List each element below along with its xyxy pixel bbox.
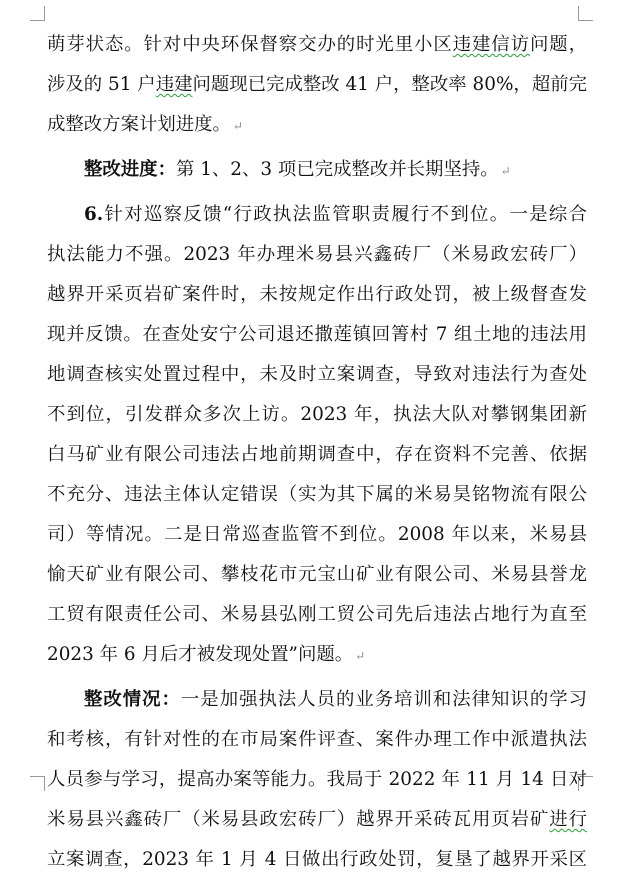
text-run: 一是加强执法人员的业务培训和法律知识的学习 <box>180 689 587 710</box>
text-run: 针对巡察反馈“行政执法监管职责履行不到位。一是综合 <box>103 204 587 225</box>
margin-corner-bottom-left <box>30 776 45 791</box>
text-run: 问题现已完成整改 41 户，整改率 80%，超前完 <box>192 74 587 95</box>
text-run: 涉及的 51 户 <box>47 74 156 95</box>
paragraph-mark-icon: ↵ <box>232 119 243 133</box>
margin-corner-top-right <box>578 6 593 21</box>
text-run: 问题， <box>529 34 587 55</box>
text-run: 成整改方案计划进度。 <box>47 114 231 135</box>
text-line <box>47 800 587 840</box>
text-run: 米易县兴鑫砖厂（米易县政宏砖厂）越界开采砖瓦用页岩矿 <box>47 809 550 830</box>
text-line: 执法能力不强。2023 年办理米易县兴鑫砖厂（米易政宏砖厂） <box>47 244 587 265</box>
text-line: 人员参与学习，提高办案等能力。我局于 2022 年 11 月 14 日对 <box>47 769 587 790</box>
text-line: 立案调查，2023 年 1 月 4 日做出行政处罚，复垦了越界开采区 <box>47 849 587 870</box>
paragraph-mark-icon: ↵ <box>500 164 511 178</box>
text-run: 第 1、2、3 项已完成整改并长期坚持。 <box>175 159 499 180</box>
text-line: 越界开采页岩矿案件时，未按规定作出行政处罚，被上级督查发 <box>47 284 587 305</box>
text-line: 和考核，有针对性的在市局案件评查、案件办理工作中派遣执法 <box>47 729 587 750</box>
margin-corner-top-left <box>30 6 45 21</box>
text-line <box>47 65 587 105</box>
document-body[interactable] <box>47 25 587 880</box>
section-label: 整改情况： <box>84 689 181 710</box>
text-line <box>47 105 587 145</box>
paragraph-mark-icon: ↵ <box>355 649 366 663</box>
text-line: 现并反馈。在查处安宁公司退还撒莲镇回箐村 7 组土地的违法用 <box>47 324 587 345</box>
text-line: 工贸有限责任公司、米易县弘刚工贸公司先后违法占地行为直至 <box>47 604 587 625</box>
text-line <box>47 25 587 65</box>
text-line: 不充分、违法主体认定错误（实为其下属的米易昊铭物流有限公 <box>47 484 587 505</box>
text-line <box>47 150 587 190</box>
text-line: 地调查核实处置过程中，未及时立案调查，导致对违法行为查处 <box>47 364 587 385</box>
spellcheck-underlined-text: 违建信访 <box>452 34 530 55</box>
item-number: 6. <box>84 204 104 225</box>
section-label: 整改进度： <box>84 159 176 180</box>
text-line: 愉天矿业有限公司、攀枝花市元宝山矿业有限公司、米易县誉龙 <box>47 564 587 585</box>
text-line <box>47 680 587 720</box>
text-line: 白马矿业有限公司违法占地前期调查中，存在资料不完善、依据 <box>47 444 587 465</box>
text-line: 不到位，引发群众多次上访。2023 年，执法大队对攀钢集团新 <box>47 404 587 425</box>
text-line <box>47 635 587 675</box>
text-line: 司）等情况。二是日常巡查监管不到位。2008 年以来，米易县 <box>47 524 587 545</box>
spellcheck-underlined-text: 违建 <box>155 74 193 95</box>
text-run: 2023 年 6 月后才被发现处置”问题。 <box>47 644 354 665</box>
text-run: 萌芽状态。针对中央环保督察交办的时光里小区 <box>47 34 453 55</box>
text-line <box>47 195 587 235</box>
spellcheck-underlined-text: 进行 <box>549 809 587 830</box>
